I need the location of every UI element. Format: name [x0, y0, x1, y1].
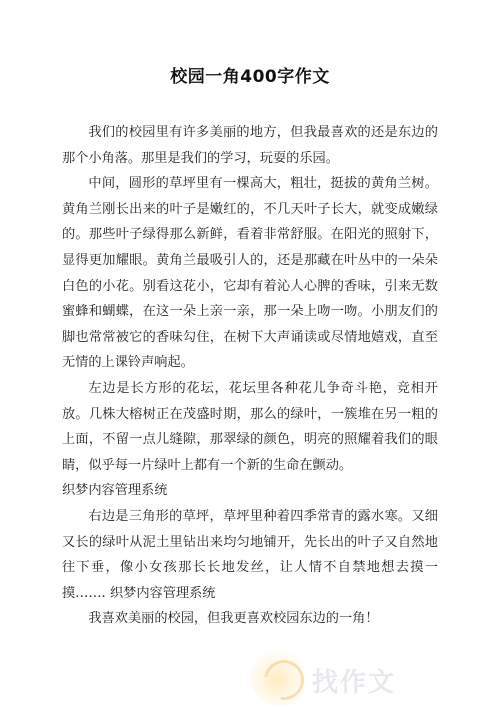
paragraph-3: 左边是长方形的花坛，花坛里各种花儿争奇斗艳，竞相开放。几株大榕树正在茂盛时期，那么的绿叶，一簇堆在另一粗的上面，不留一点儿缝隙，那翠绿的颜色，明亮的照耀着我们的眼睛，似乎每一片绿叶上都有一个新的生命在颤动。	[62, 380, 438, 473]
cms-label: 织梦内容管理系统	[62, 483, 168, 499]
paragraph-1: 我们的校园里有许多美丽的地方，但我最喜欢的还是东边的那个小角落。那里是我们的学习，玩耍的乐园。	[62, 125, 438, 166]
watermark-text: 找作文	[312, 668, 397, 698]
document-body	[62, 120, 438, 632]
page-title: 校园一角400字作文	[170, 67, 330, 87]
watermark-logo	[250, 648, 490, 706]
paragraph-2: 中间，圆形的草坪里有一棵高大，粗壮，挺拔的黄角兰树。黄角兰刚长出来的叶子是嫩红的，不几天叶子长大，就变成嫩绿的。那些叶子绿得那么新鲜，看着非常舒服。在阳光的照射下，显得更加耀眼。黄角兰最吸引人的，还是那藏在叶丛中的一朵朵白色的小花。别看这花小，它却有着沁人心脾的香味，引来无数蜜蜂和蝴蝶，在这一朵上亲一亲，那一朵上吻一吻。小朋友们的脚也常常被它的香味勾住，在树下大声诵读或尽情地嬉戏，直至无情的上课铃声响起。	[62, 176, 438, 371]
paragraph-5: 我喜欢美丽的校园，但我更喜欢校园东边的一角！	[88, 611, 379, 627]
paragraph-4: 右边是三角形的草坪，草坪里种着四季常青的露水寒。又细又长的绿叶从泥土里钻出来均匀地铺开，先长出的叶子又自然地往下垂，像小女孩那长长地发丝，让人情不自禁地想去摸一摸……. 织梦内容管理系统	[62, 508, 438, 601]
